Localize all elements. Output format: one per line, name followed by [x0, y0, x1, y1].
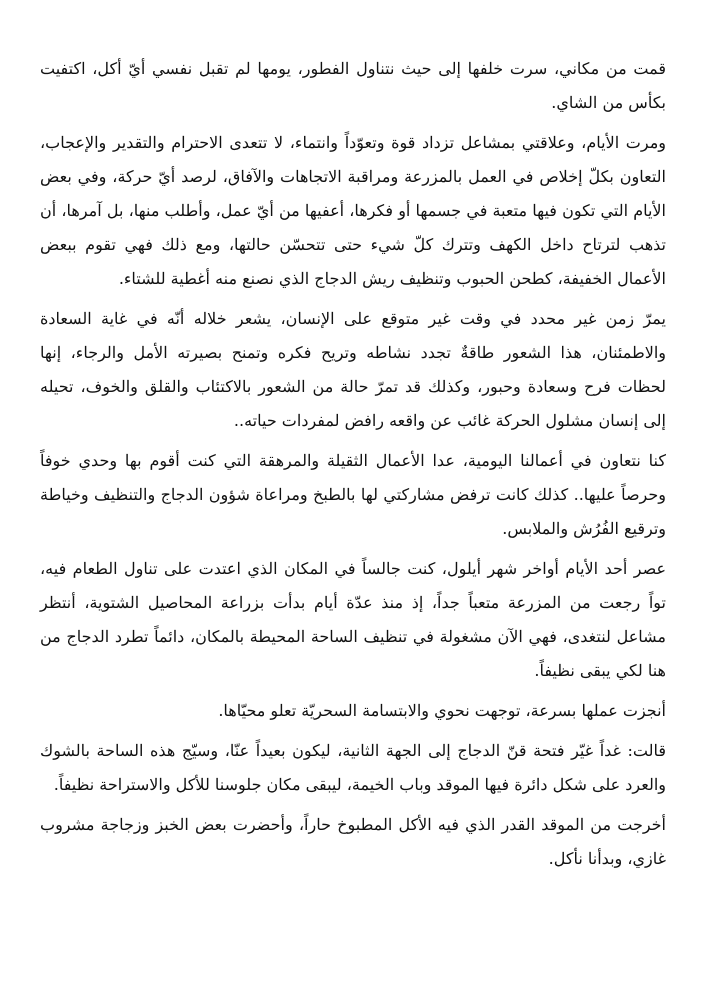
paragraph-3: يمرّ زمن غير محدد في وقت غير متوقع على الإنسان، يشعر خلاله أنّه في غاية السعادة والاطمئنان، هذا الشعور طاقةٌ تجدد نشاطه وتريح فكره وتمنح بصيرته الأمل والرجاء، إنها لحظات فرح وسعادة وحبور، وكذلك قد تمرّ حالة من الشعور بالاكتئاب والقلق والخوف، تحيله إلى إنسان مشلول الحركة غائب عن واقعه رافض لمفردات حياته.. [40, 309, 666, 430]
paragraph-8: أخرجت من الموقد القدر الذي فيه الأكل المطبوخ حاراً، وأحضرت بعض الخبز وزجاجة مشروب غازي، وبدأنا نأكل. [40, 815, 666, 868]
paragraph-5: عصر أحد الأيام أواخر شهر أيلول، كنت جالساً في المكان الذي اعتدت على تناول الطعام فيه، تواً رجعت من المزرعة متعباً جداً، إذ منذ عدّة أيام بدأت بزراعة المحاصيل الشتوية، أنتظر مشاعل لنتغدى، فهي الآن مشغولة في تنظيف الساحة المحيطة بالمكان، دائماً تطرد الدجاج من هنا لكي يبقى نظيفاً. [40, 559, 666, 680]
document-page [40, 52, 666, 882]
paragraph-1: قمت من مكاني، سرت خلفها إلى حيث نتناول الفطور، يومها لم تقبل نفسي أيّ أكل، اكتفيت بكأس من الشاي. [40, 59, 666, 112]
paragraph-6: أنجزت عملها بسرعة، توجهت نحوي والابتسامة السحريّة تعلو محيّاها. [218, 701, 666, 720]
paragraph-7: قالت: غداً غيّر فتحة قنّ الدجاج إلى الجهة الثانية، ليكون بعيداً عنّا، وسيّج هذه الساحة بالشوك والعرد على شكل دائرة فيها الموقد وباب الخيمة، ليبقى مكان جلوسنا للأكل والاستراحة نظيفاً. [40, 741, 666, 794]
paragraph-2: ومرت الأيام، وعلاقتي بمشاعل تزداد قوة وتعوّداً وانتماء، لا تتعدى الاحترام والتقدير والإعجاب، التعاون بكلّ إخلاص في العمل بالمزرعة ومراقبة الاتجاهات والآفاق، لرصد أيّ حركة، وفي بعض الأيام التي تكون فيها متعبة في جسمها أو فكرها، أعفيها من أيّ عمل، وأطلب منها، بل آمرها، أن تذهب لترتاح داخل الكهف وتترك كلّ شيء حتى تتحسّن حالتها، ومع ذلك فهي تقوم ببعض الأعمال الخفيفة، كطحن الحبوب وتنظيف ريش الدجاج الذي نصنع منه أغطية للشتاء. [40, 133, 667, 288]
paragraph-4: كنا نتعاون في أعمالنا اليومية، عدا الأعمال الثقيلة والمرهقة التي كنت أقوم بها وحدي خوفاً وحرصاً عليها.. كذلك كانت ترفض مشاركتي لها بالطبخ ومراعاة شؤون الدجاج والتنظيف وخياطة وترقيع الفُرُش والملابس. [40, 451, 666, 538]
